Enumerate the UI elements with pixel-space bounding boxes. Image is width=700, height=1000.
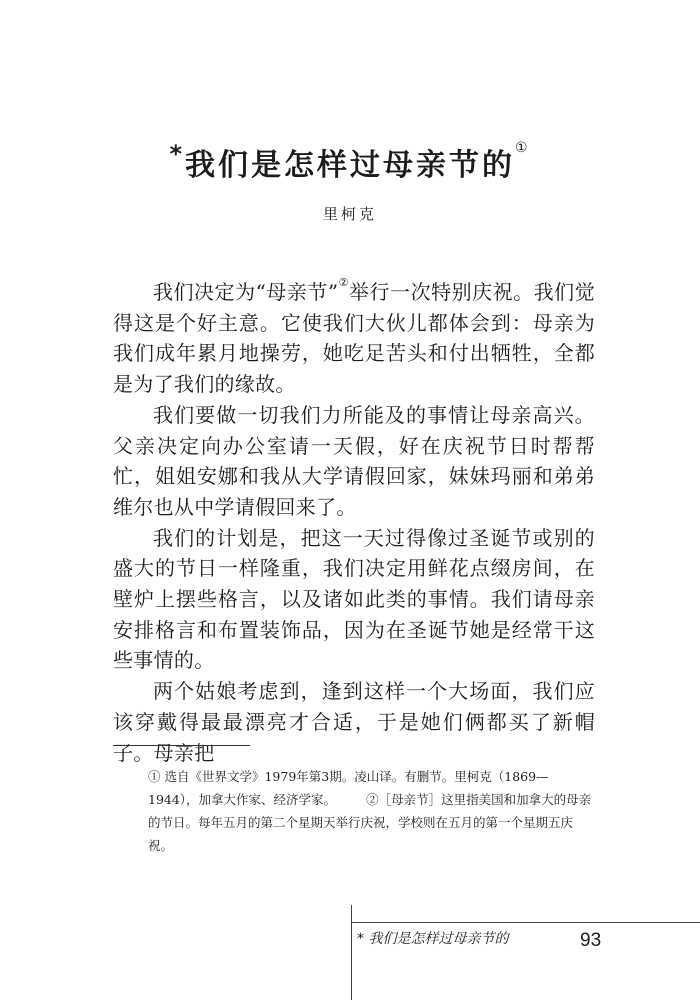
footnotes <box>148 765 593 857</box>
footnote-1: ① 选自《世界文学》1979年第3期。凌山译。有删节。里柯克（1869—1944），加拿大作家、经济学家。 <box>148 769 549 807</box>
footnote-2: ②［母亲节］这里指美国和加拿大的母亲的节日。每年五月的第二个星期天举行庆祝，学校则在五月的第一个星期五庆祝。 <box>148 792 592 853</box>
footnote-mark-2: ② <box>338 276 350 289</box>
author-name: 里柯克 <box>322 205 377 223</box>
article-body <box>113 277 595 768</box>
footnote-divider <box>113 745 250 746</box>
title-text: 我们是怎样过母亲节的 <box>185 148 515 183</box>
title-asterisk: * <box>169 140 185 168</box>
page-number: 93 <box>580 930 602 951</box>
paragraph-1-text-b: 举行一次特别庆祝。我们觉得这是个好主意。它使我们大伙儿都体会到：母亲为我们成年累月地操劳，她吃足苦头和付出牺牲，全都是为了我们的缘故。 <box>113 280 595 397</box>
paragraph-1 <box>113 277 595 400</box>
title-footnote-mark: ① <box>515 140 531 156</box>
running-title: * 我们是怎样过母亲节的 <box>357 931 509 947</box>
footer-horizontal-rule <box>351 922 700 923</box>
footer-vertical-rule <box>351 905 352 1000</box>
paragraph-2: 我们要做一切我们力所能及的事情让母亲高兴。父亲决定向办公室请一天假，好在庆祝节日时帮帮忙，姐姐安娜和我从大学请假回家，妹妹玛丽和弟弟维尔也从中学请假回来了。 <box>113 402 595 519</box>
paragraph-4: 两个姑娘考虑到，逢到这样一个大场面，我们应该穿戴得最最漂亮才合适，于是她们俩都买了新帽子。母亲把 <box>113 679 595 765</box>
page-title <box>0 140 700 184</box>
paragraph-3: 我们的计划是，把这一天过得像过圣诞节或别的盛大的节日一样隆重，我们决定用鲜花点缀房间，在壁炉上摆些格言，以及诸如此类的事情。我们请母亲安排格言和布置装饰品，因为在圣诞节她是经常干这些事情的。 <box>113 525 595 673</box>
paragraph-1-text-a: 我们决定为“母亲节” <box>153 280 339 304</box>
